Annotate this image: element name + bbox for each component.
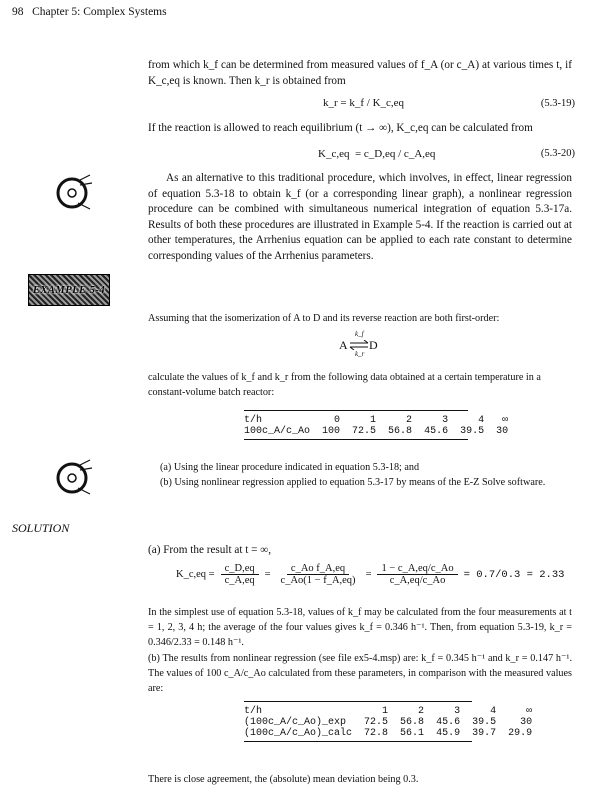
equation-number-5-3-20: (5.3-20) [540,148,575,159]
table2-cell: 39.5 [472,717,497,728]
table2-cell: 39.7 [472,728,497,739]
k-forward-label: k_f [355,330,364,338]
equilibrium-constant-equation [176,563,564,586]
table2-cell: 72.8 [364,728,389,739]
task-item-b: (b) Using nonlinear regression applied to equation 5.3-17 by means of the E-Z Solve software. [160,477,546,488]
table1-cell: 0 [334,415,341,426]
eq3-fraction-2 [277,563,360,586]
table2-cell: 45.9 [436,728,461,739]
paragraph-1: from which k_f can be determined from measured values of f_A (or c_A) at various times t, if K_c,eq is known. Then k_r is obtained from [148,59,572,87]
table1-cell: 72.5 [352,426,377,437]
data-table-2 [244,701,538,742]
equation-number-5-3-19: (5.3-19) [540,98,575,109]
eq3-fraction-3 [377,563,457,586]
table2-row-exp [244,717,538,728]
table1-cell: 2 [406,415,413,426]
table1-cell: ∞ [502,415,509,426]
eq1-rhs: = k_f / K_c,eq [340,97,405,109]
eq2-rhs: = c_D,eq / c_A,eq [354,148,436,160]
table2-cell: 56.8 [400,717,425,728]
equation-5-3-20 [318,148,435,160]
table1-cell: 30 [496,426,509,437]
product-D: D [369,338,378,352]
table1-bottom-rule [244,439,468,440]
solution-a-intro: (a) From the result at t = ∞, [148,544,272,556]
eq3-equals: = [264,569,271,580]
equation-5-3-19 [323,97,404,109]
example-intro: Assuming that the isomerization of A to D and its reverse reaction are both first-order: [148,313,500,324]
eq3-equals: = [365,569,372,580]
table2-bottom-rule [244,741,472,742]
cd-rom-icon [56,173,94,213]
page-header [12,6,167,18]
table1-row1-label: t/h [244,415,263,426]
table1-row-time [244,415,514,426]
table2-cell: 72.5 [364,717,389,728]
eq3-f1-den: c_A,eq [224,575,255,586]
eq3-f3-den: c_A,eq/c_Ao [389,575,446,586]
solution-label: SOLUTION [12,521,70,535]
reaction-scheme [339,330,399,360]
table2-cell: ∞ [526,706,533,717]
eq3-lhs: K_c,eq = [176,569,215,580]
table2-cell: 3 [454,706,461,717]
chapter-title: Chapter 5: Complex Systems [32,6,167,18]
table2-row2-label: (100c_A/c_Ao)_exp [244,717,347,728]
eq3-f2-num: c_Ao f_A,eq [287,563,349,575]
table1-cell: 56.8 [388,426,413,437]
eq3-f1-num: c_D,eq [221,563,259,575]
solution-paragraph-2: (b) The results from nonlinear regression (see file ex5-4.msp) are: k_f = 0.345 h⁻¹ and k_r = 0.147 h⁻¹. The values of 100 c_A/c_Ao calculated from these parameters, in comparison with the measured values are: [148,653,572,694]
table2-row-time [244,706,538,717]
table1-cell: 100 [322,426,341,437]
table2-cell: 1 [382,706,389,717]
cd-rom-icon [56,458,94,498]
eq2-lhs: K_c,eq [318,148,350,160]
table2-cell: 29.9 [508,728,533,739]
paragraph-3: As an alternative to this traditional procedure, which involves, in effect, linear regression of equation 5.3-18 to obtain k_f (or a corresponding linear graph), a nonlinear regression procedure can be combined with simultaneous numerical integration of equation 5.3-17a. Results of both these procedures are illustrated in Example 5-4. If the reaction is carried out at other temperatures, the Arrhenius equation can be applied to each rate constant to determine corresponding values of the Arrhenius parameters. [148,172,572,262]
task-list [160,460,572,490]
table1-cell: 45.6 [424,426,449,437]
closing-sentence: There is close agreement, the (absolute) mean deviation being 0.3. [148,774,419,785]
equilibrium-arrows-icon [349,340,369,350]
table2-cell: 45.6 [436,717,461,728]
k-reverse-label: k_r [355,350,365,358]
table2-row-calc [244,728,538,739]
table1-cell: 39.5 [460,426,485,437]
page-number: 98 [12,6,24,18]
data-table-1 [244,410,514,440]
table2-top-rule [244,701,472,702]
eq3-f2-den: c_Ao(1 − f_A,eq) [280,575,356,586]
table1-row-conc [244,426,514,437]
task-item-a: (a) Using the linear procedure indicated in equation 5.3-18; and [160,462,420,473]
solution-paragraph-1: In the simplest use of equation 5.3-18, values of k_f may be calculated from the four measurements at t = 1, 2, 3, 4 h; the average of the four values gives k_f = 0.346 h⁻¹. Then, from equation 5.3-19, k_r = 0.346/2.33 = 0.148 h⁻¹. [148,607,572,648]
example-badge: EXAMPLE 5-4 [28,274,110,306]
table2-cell: 4 [490,706,497,717]
eq1-lhs: k_r [323,97,338,109]
paragraph-2: If the reaction is allowed to reach equilibrium (t → ∞), K_c,eq can be calculated from [148,122,533,134]
example-task: calculate the values of k_f and k_r from the following data obtained at a certain temperature in a constant-volume batch reactor: [148,372,541,398]
eq3-fraction-1 [221,563,259,586]
table2-cell: 30 [520,717,533,728]
eq3-f3-num: 1 − c_A,eq/c_Ao [377,563,457,575]
table2-row3-label: (100c_A/c_Ao)_calc [244,728,353,739]
table2-cell: 56.1 [400,728,425,739]
reactant-A: A [339,338,348,352]
table2-cell: 2 [418,706,425,717]
table2-row1-label: t/h [244,706,263,717]
table1-cell: 4 [478,415,485,426]
eq3-result: = 0.7/0.3 = 2.33 [463,568,565,581]
table1-cell: 3 [442,415,449,426]
table1-row2-label: 100c_A/c_Ao [244,426,311,437]
table1-top-rule [244,410,468,411]
table1-cell: 1 [370,415,377,426]
